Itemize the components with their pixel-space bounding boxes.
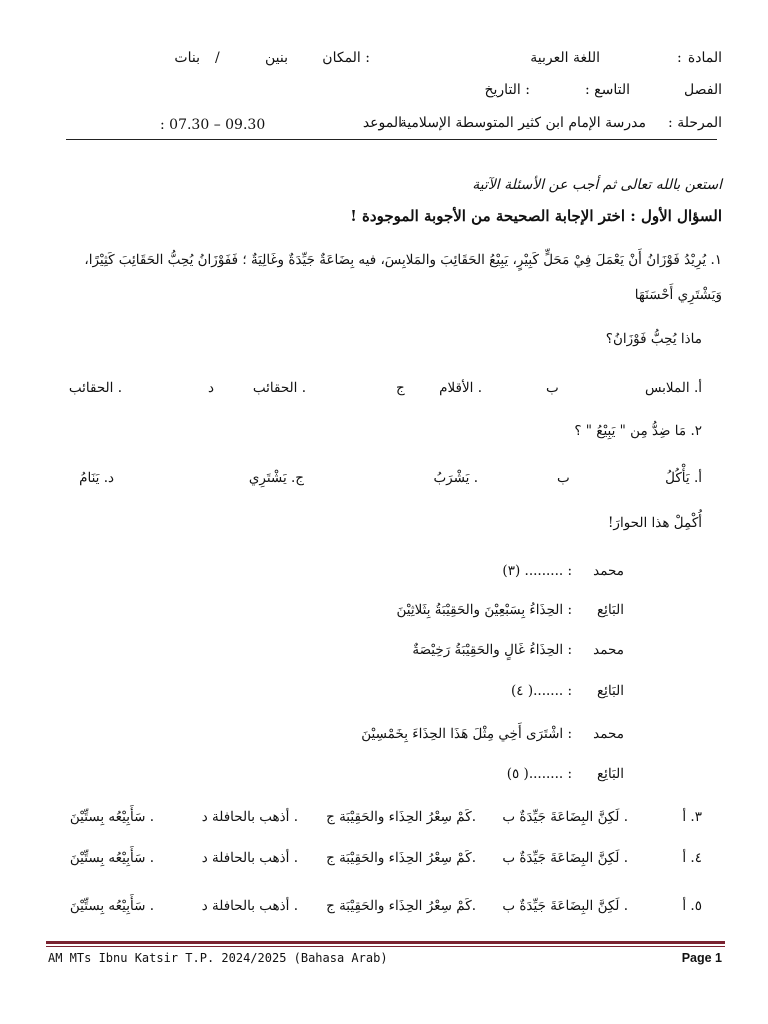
option-d: د. يَنَامُ — [79, 470, 114, 486]
option-d: . الحقائب — [68, 380, 122, 396]
choice-c: . أذهب بالحافلة د — [201, 850, 298, 866]
dialog-instruction: أُكْمِلْ هذا الحوارَ! — [608, 515, 702, 531]
date-label: التاريخ : — [484, 82, 530, 98]
dialog-text: : ......... (٣) — [502, 563, 572, 579]
place-slash: / — [215, 50, 220, 66]
subject-value: اللغة العربية — [530, 50, 600, 66]
question-2-text: ٢. مَا ضِدُّ مِن " يَبِيْعُ " ؟ — [574, 423, 702, 439]
page-number: Page 1 — [681, 951, 722, 965]
stage-colon: : — [668, 115, 673, 131]
choice-d: . سَأَبِيْعُه بِستِّيْنَ — [69, 809, 154, 825]
option-c: ج. يَشْتَرِي — [248, 470, 304, 486]
option-b: . يَشْرَبُ — [433, 470, 478, 486]
dialog-speaker: البَائِع — [597, 766, 624, 782]
choice-d: . سَأَبِيْعُه بِستِّيْنَ — [69, 850, 154, 866]
dialog-text: : اشْتَرَى أَخِي مِثْلَ هَذَا الحِذَاءَ بِخَمْسِيْنَ — [361, 726, 572, 742]
passage-line-1: ١. يُرِيْدُ فَوْزَانُ أَنْ يَعْمَلَ فِيْ مَحَلٍّ كَبِيْرٍ، يَبِيْعُ الحَقَائِبَ والمَلابِسَ، فيه بِضَاعَةٌ جَيِّدَةٌ وغَالِيَةٌ ؛ فَفَوْزَانُ يُحِبُّ الحَقَائِبَ كَثِيْرًا، — [84, 252, 722, 268]
dialog-speaker: البَائِع — [597, 683, 624, 699]
option-c: . الحقائب — [252, 380, 306, 396]
footer-left-text: AM MTs Ibnu Katsir T.P. 2024/2025 (Bahasa Arab) — [48, 951, 388, 965]
place-label: المكان : — [322, 50, 370, 66]
time-value: : 07.30 – 09.30 — [160, 117, 266, 133]
choice-b: .كَمْ سِعْرُ الحِذَاء والحَقِيْبَة ج — [326, 898, 476, 914]
intro-text: استعن بالله تعالى ثم أجب عن الأسئلة الآتية — [472, 177, 722, 193]
dialog-text: : الحِذَاءُ بِسَبْعِيْنَ والحَقِيْبَةُ بِثَلاثِيْنَ — [396, 602, 572, 618]
option-a: أ. يَأْكُلُ — [665, 470, 702, 486]
class-value: : التاسع — [585, 82, 630, 98]
dialog-text: : .......( ٤) — [511, 683, 572, 699]
option-b-letter: ب — [546, 380, 559, 396]
choice-number: ٣. أ — [682, 809, 702, 825]
dialog-text: : ........( ٥) — [506, 766, 572, 782]
place-value: بنين — [264, 50, 288, 66]
passage-line-2: وَيَشْتَرِي أَحْسَنَهَا — [634, 287, 722, 303]
choice-b: .كَمْ سِعْرُ الحِذَاء والحَقِيْبَة ج — [326, 850, 476, 866]
choice-d: . سَأَبِيْعُه بِستِّيْنَ — [69, 898, 154, 914]
choice-a: . لَكِنَّ البِضَاعَةَ جَيِّدَةٌ ب — [502, 850, 628, 866]
time-label: الموعد — [362, 115, 402, 131]
section-title: السؤال الأول : اختر الإجابة الصحيحة من الأجوبة الموجودة ! — [350, 207, 722, 225]
dialog-speaker: محمد — [593, 726, 624, 742]
subject-colon: : — [677, 50, 682, 66]
choice-b: .كَمْ سِعْرُ الحِذَاء والحَقِيْبَة ج — [326, 809, 476, 825]
dialog-speaker: البَائِع — [597, 602, 624, 618]
dialog-speaker: محمد — [593, 563, 624, 579]
option-b: . الأقلام — [439, 380, 482, 396]
footer-rule-thin — [46, 946, 725, 947]
dialog-text: : الحِذَاءُ غَالٍ والحَقِيْبَةُ رَخِيْصَةٌ — [412, 642, 572, 658]
choice-number: ٤. أ — [682, 850, 702, 866]
stage-label: المرحلة — [677, 115, 722, 131]
option-c-letter: ج — [396, 380, 405, 396]
place-value-2: بنات — [174, 50, 200, 66]
choice-c: . أذهب بالحافلة د — [201, 809, 298, 825]
header-rule — [66, 139, 717, 140]
option-d-letter: د — [208, 380, 215, 396]
question-1-text: ماذا يُحِبُّ فَوْزَانُ؟ — [605, 331, 702, 347]
class-label: الفصل — [684, 82, 722, 98]
footer-rule-thick — [46, 941, 725, 944]
option-a: أ. الملابس — [644, 380, 702, 396]
choice-a: . لَكِنَّ البِضَاعَةَ جَيِّدَةٌ ب — [502, 809, 628, 825]
subject-label: المادة — [687, 50, 722, 66]
choice-number: ٥. أ — [682, 898, 702, 914]
dialog-speaker: محمد — [593, 642, 624, 658]
choice-c: . أذهب بالحافلة د — [201, 898, 298, 914]
choice-a: . لَكِنَّ البِضَاعَةَ جَيِّدَةٌ ب — [502, 898, 628, 914]
school-name: مدرسة الإمام ابن كثير المتوسطة الإسلامية — [399, 115, 646, 131]
option-b-letter: ب — [557, 470, 570, 486]
